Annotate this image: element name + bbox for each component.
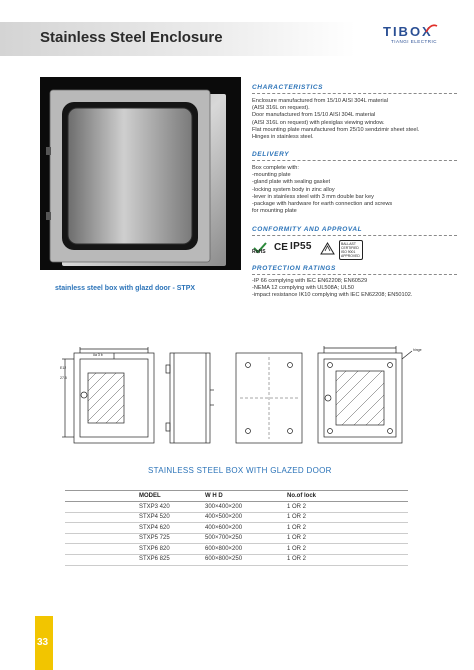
cell-whd: 600×800×200	[205, 545, 243, 552]
model-table	[65, 490, 408, 566]
certification-marks	[252, 239, 382, 259]
characteristics-heading: CHARACTERISTICS	[252, 84, 324, 91]
characteristics-line: (AISI 316L on request) with plexiglas viewing window.	[252, 119, 385, 126]
badge-line: ISO 9001	[341, 250, 356, 254]
table-row	[65, 534, 408, 545]
dimension-label: 27.5	[60, 376, 67, 380]
delivery-line: -lever in stainless steel with 3 mm double bar key	[252, 193, 374, 200]
hinge-label: hinge	[413, 348, 422, 352]
protection-heading: PROTECTION RATINGS	[252, 265, 336, 272]
cell-lock: 1 OR 2	[287, 524, 307, 531]
product-caption: stainless steel box with glazd door - STPX	[55, 285, 196, 292]
conformity-heading: CONFORMITY AND APPROVAL	[252, 226, 363, 233]
dimension-label: öa 3 b	[93, 353, 103, 357]
ip55-mark: IP55	[290, 241, 312, 252]
protection-text	[252, 278, 462, 300]
cell-lock: 1 OR 2	[287, 503, 307, 510]
protection-line: -NEMA 12 complying with UL508A; UL50	[252, 285, 354, 292]
badge-line: CERTIFIED	[341, 246, 359, 250]
table-row	[65, 555, 408, 566]
warning-triangle-icon	[320, 242, 335, 255]
delivery-line: -gland plate with sealing gasket	[252, 179, 331, 186]
cell-lock: 1 OR 2	[287, 556, 307, 563]
header-model: MODEL	[139, 492, 161, 499]
brand-name: TIBOX	[383, 24, 433, 39]
conformity-rule	[252, 235, 457, 236]
cell-model: STXP4 520	[139, 514, 170, 521]
brand-swoosh-icon	[424, 22, 438, 36]
characteristics-line: Flat mounting plate manufactured from 25/10 sendzimir sheet steel.	[252, 126, 420, 133]
product-photo	[40, 77, 241, 270]
characteristics-line: Hinges in stainless steel.	[252, 134, 314, 141]
delivery-text	[252, 165, 462, 215]
delivery-line: -package with hardware for earth connection and screws	[252, 201, 393, 208]
cell-lock: 1 OR 2	[287, 514, 307, 521]
delivery-line: Box complete with:	[252, 165, 299, 171]
technical-drawings	[60, 345, 440, 450]
table-row	[65, 513, 408, 524]
delivery-line: -mounting plate	[252, 172, 291, 179]
approval-badge	[339, 240, 363, 260]
table-title: STAINLESS STEEL BOX WITH GLAZED DOOR	[148, 466, 332, 475]
table-row	[65, 502, 408, 513]
badge-line: BALLAST	[341, 242, 356, 246]
cell-lock: 1 OR 2	[287, 545, 307, 552]
table-header	[65, 490, 408, 502]
protection-line: -impact resistance IK10 complying with IEC EN62208; EN50102.	[252, 292, 413, 299]
cell-model: STXP6 820	[139, 545, 170, 552]
delivery-rule	[252, 160, 457, 161]
badge-line: APPROVED	[341, 254, 360, 258]
protection-rule	[252, 274, 457, 275]
characteristics-line: (AISI 316L on request).	[252, 105, 310, 112]
ce-mark: CE	[274, 242, 288, 253]
cell-lock: 1 OR 2	[287, 535, 307, 542]
page-number-tab	[35, 616, 53, 670]
brand-subtitle: TIANGI ELECTRIC	[391, 39, 438, 44]
characteristics-line: Enclosure manufactured from 15/10 AISI 304L material	[252, 98, 388, 104]
delivery-heading: DELIVERY	[252, 151, 290, 158]
characteristics-text	[252, 98, 462, 141]
cell-model: STXP6 825	[139, 556, 170, 563]
header-lock: No.of lock	[287, 492, 317, 499]
header-whd: W H D	[205, 492, 223, 499]
cell-whd: 300×400×200	[205, 503, 243, 510]
page-title: Stainless Steel Enclosure	[40, 29, 223, 46]
brand-logo	[383, 22, 445, 46]
cell-whd: 400×500×200	[205, 514, 243, 521]
cell-whd: 500×700×250	[205, 535, 243, 542]
protection-line: -IP 66 complying with IEC EN62208; EN60529	[252, 278, 368, 284]
cell-model: STXP3 420	[139, 503, 170, 510]
delivery-line: -locking system body in zinc alloy	[252, 186, 335, 193]
cell-whd: 600×800×250	[205, 556, 243, 563]
dimension-label: E12	[60, 366, 67, 370]
cell-model: STXP4 620	[139, 524, 170, 531]
characteristics-rule	[252, 93, 457, 94]
characteristics-line: Door manufactured from 15/10 AISI 304L material	[252, 112, 376, 119]
table-row	[65, 544, 408, 555]
cell-whd: 400×600×200	[205, 524, 243, 531]
delivery-line: for mounting plate	[252, 208, 297, 215]
page-number: 33	[37, 637, 49, 648]
rohs-mark: RoHS	[252, 249, 266, 255]
table-row	[65, 523, 408, 534]
cell-model: STXP5 725	[139, 535, 170, 542]
